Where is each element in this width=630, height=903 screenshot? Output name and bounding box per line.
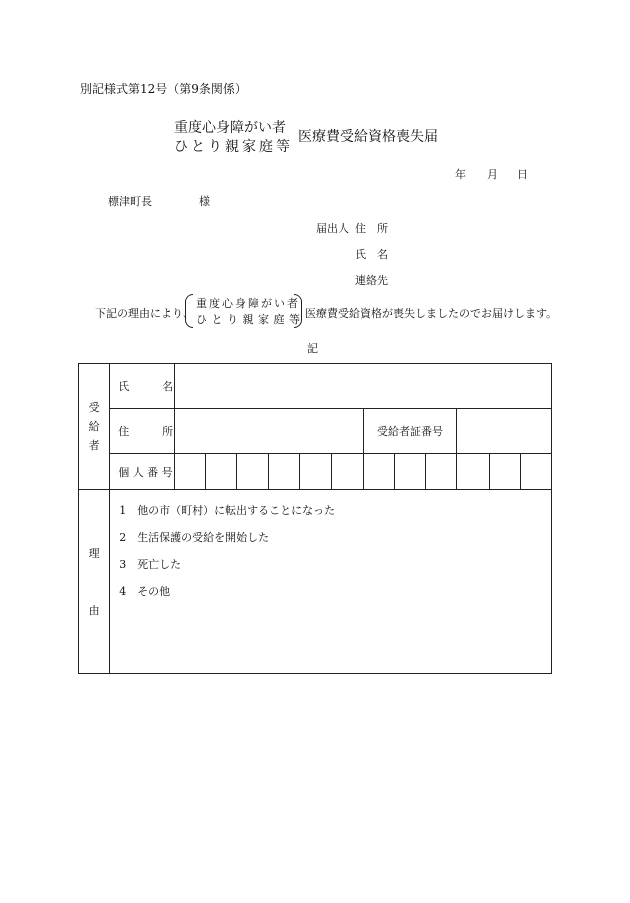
- recipient-table: [78, 363, 552, 674]
- mynumber-digit-cell[interactable]: [363, 454, 394, 490]
- mynumber-digit-cell[interactable]: [269, 454, 300, 490]
- mynumber-digit-cell[interactable]: [520, 454, 551, 490]
- name-label: 氏 名: [110, 364, 174, 409]
- statement-prefix: 下記の理由により、: [95, 307, 194, 320]
- addressee-honorific: 様: [199, 195, 210, 208]
- address-label: 住 所: [110, 409, 174, 454]
- statement-brace: [185, 294, 305, 328]
- reason-char: 由: [88, 603, 100, 617]
- mynumber-digit-cell[interactable]: [457, 454, 489, 490]
- reason-item[interactable]: [119, 529, 551, 556]
- mynumber-digit-cell[interactable]: [300, 454, 331, 490]
- reporter-label: 届出人: [316, 222, 349, 235]
- recipient-header: [79, 364, 110, 490]
- mynumber-digit-cell[interactable]: [489, 454, 520, 490]
- reason-number: 3: [119, 558, 127, 571]
- reason-number: 2: [119, 531, 127, 544]
- mynumber-digit-cell[interactable]: [331, 454, 363, 490]
- mynumber-digit-cell[interactable]: [236, 454, 268, 490]
- reason-item[interactable]: [119, 556, 551, 583]
- reporter-contact-label[interactable]: 連絡先: [355, 274, 388, 287]
- recipient-char: 者: [88, 439, 100, 452]
- left-brace: [185, 294, 193, 328]
- date-day[interactable]: 日: [517, 168, 528, 181]
- title-main: 医療費受給資格喪失届: [298, 129, 438, 145]
- reason-number: 1: [119, 504, 127, 517]
- reporter-address-label[interactable]: 住 所: [355, 222, 388, 235]
- name-field[interactable]: [174, 364, 551, 409]
- reason-header: [79, 490, 110, 674]
- ki-heading: 記: [307, 342, 318, 355]
- date-year[interactable]: 年: [455, 168, 466, 181]
- brace-line-disabled: 重度心身障がい者: [196, 297, 300, 310]
- right-brace: [294, 294, 302, 328]
- brace-line-single-parent: ひとり親家庭等: [196, 313, 305, 326]
- mynumber-label: 個 人 番 号: [110, 454, 174, 490]
- addressee-mayor: 標津町長: [108, 195, 152, 208]
- reason-list: [110, 490, 552, 674]
- reason-text: 他の市（町村）に転出することになった: [137, 504, 336, 517]
- cert-number-field[interactable]: [457, 409, 552, 454]
- mynumber-digit-cell[interactable]: [174, 454, 205, 490]
- title-line-disabled: 重度心身障がい者: [174, 120, 286, 136]
- reason-item[interactable]: [119, 583, 551, 610]
- address-field[interactable]: [174, 409, 363, 454]
- mynumber-digit-cell[interactable]: [205, 454, 236, 490]
- reason-char: 理: [88, 546, 100, 560]
- reason-item[interactable]: [119, 502, 551, 529]
- title-line-single-parent: ひとり親家庭等: [174, 139, 293, 155]
- reason-text: 死亡した: [137, 558, 182, 571]
- mynumber-digit-cell[interactable]: [394, 454, 425, 490]
- cert-number-label: 受給者証番号: [363, 409, 457, 454]
- date-month[interactable]: 月: [487, 168, 498, 181]
- reason-text: その他: [137, 585, 171, 598]
- recipient-char: 受: [88, 401, 100, 414]
- reporter-name-label[interactable]: 氏 名: [355, 248, 388, 261]
- mynumber-digit-cell[interactable]: [426, 454, 457, 490]
- form-number: 別記様式第12号（第9条関係）: [80, 82, 247, 96]
- reason-text: 生活保護の受給を開始した: [137, 531, 270, 544]
- statement-suffix: 医療費受給資格が喪失しましたのでお届けします。: [305, 307, 558, 320]
- recipient-char: 給: [88, 420, 100, 433]
- reason-number: 4: [119, 585, 127, 598]
